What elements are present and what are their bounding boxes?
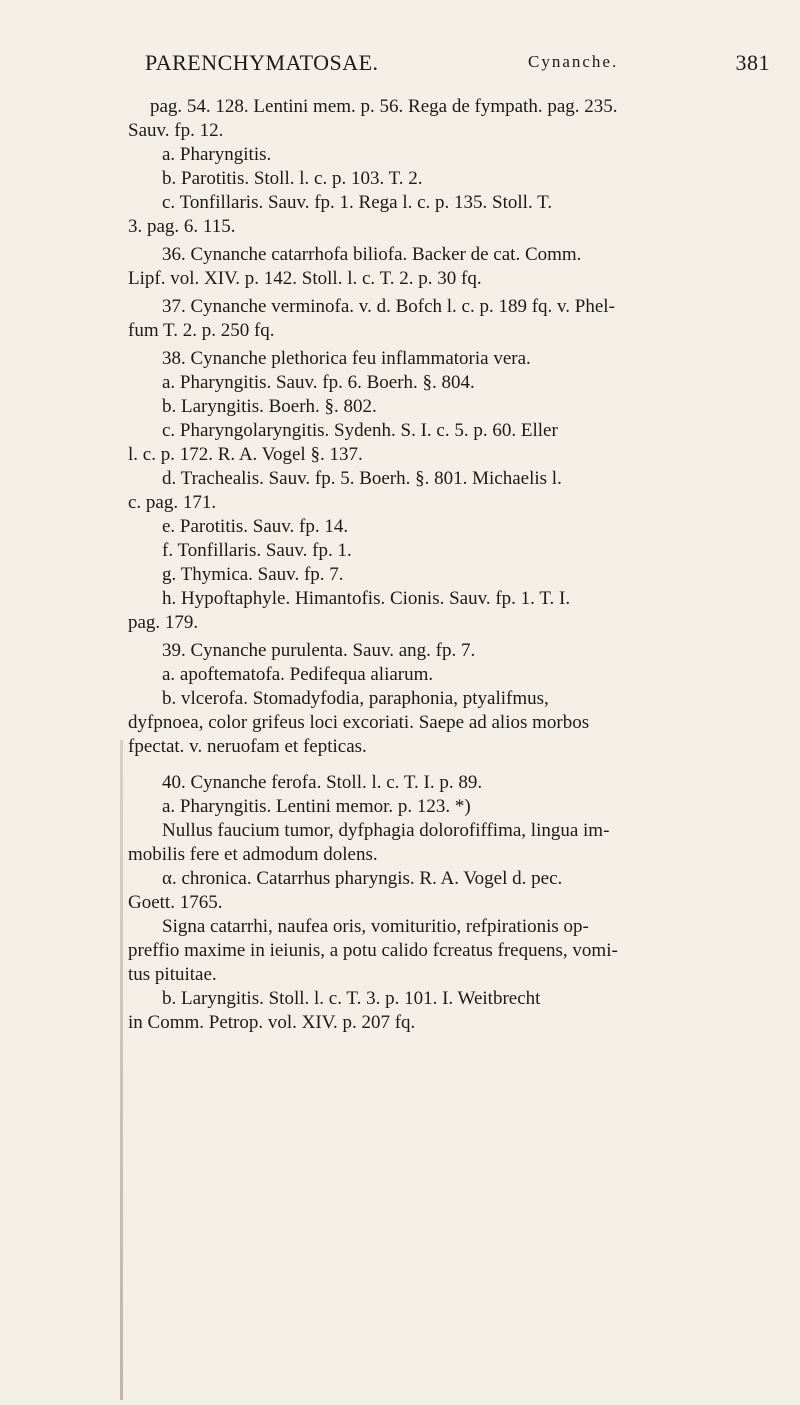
text-line: 37. Cynanche verminofa. v. d. Bofch l. c. p. 189 fq. v. Phel- — [162, 296, 615, 317]
running-head-section: Cynanche. — [528, 52, 619, 71]
text-line: d. Trachealis. Sauv. fp. 5. Boerh. §. 801. Michaelis l. — [162, 468, 562, 489]
text-line: Nullus faucium tumor, dyfphagia dolorofiffima, lingua im- — [162, 820, 610, 841]
scan-margin-shadow — [120, 740, 123, 1400]
text-line: 40. Cynanche ferofa. Stoll. l. c. T. I. p. 89. — [162, 772, 483, 793]
text-line: c. Tonfillaris. Sauv. fp. 1. Rega l. c. p. 135. Stoll. T. — [162, 192, 553, 213]
running-head — [145, 50, 770, 80]
text-line: Signa catarrhi, naufea oris, vomituritio, refpirationis op- — [162, 916, 589, 937]
text-line: 39. Cynanche purulenta. Sauv. ang. fp. 7. — [162, 640, 476, 661]
text-line: a. apoftematofa. Pedifequa aliarum. — [162, 664, 434, 685]
text-line: pag. 179. — [128, 612, 199, 633]
text-line: 3. pag. 6. 115. — [128, 216, 236, 237]
body-text — [128, 95, 788, 1035]
text-line: tus pituitae. — [128, 964, 217, 985]
text-line: mobilis fere et admodum dolens. — [128, 844, 378, 865]
text-line: h. Hypoftaphyle. Himantofis. Cionis. Sauv. fp. 1. T. I. — [162, 588, 571, 609]
text-line: fpectat. v. neruofam et fepticas. — [128, 736, 367, 757]
text-line: b. Laryngitis. Boerh. §. 802. — [162, 396, 377, 417]
text-line: a. Pharyngitis. Lentini memor. p. 123. *) — [162, 796, 471, 817]
text-line: e. Parotitis. Sauv. fp. 14. — [162, 516, 349, 537]
page-number: 381 — [735, 50, 770, 75]
text-line: fum T. 2. p. 250 fq. — [128, 320, 275, 341]
text-line: Lipf. vol. XIV. p. 142. Stoll. l. c. T. 2. p. 30 fq. — [128, 268, 482, 289]
text-line: l. c. p. 172. R. A. Vogel §. 137. — [128, 444, 363, 465]
running-head-title: PARENCHYMATOSAE. — [145, 50, 379, 75]
text-line: pag. 54. 128. Lentini mem. p. 56. Rega de fympath. pag. 235. — [150, 96, 618, 117]
text-line: c. Pharyngolaryngitis. Sydenh. S. I. c. 5. p. 60. Eller — [162, 420, 558, 441]
text-line: Goett. 1765. — [128, 892, 223, 913]
text-line: b. Parotitis. Stoll. l. c. p. 103. T. 2. — [162, 168, 423, 189]
text-line: g. Thymica. Sauv. fp. 7. — [162, 564, 344, 585]
text-line: a. Pharyngitis. — [162, 144, 272, 165]
text-line: dyfpnoea, color grifeus loci excoriati. Saepe ad alios morbos — [128, 712, 590, 733]
text-line: Sauv. fp. 12. — [128, 120, 224, 141]
text-line: 38. Cynanche plethorica feu inflammatoria vera. — [162, 348, 531, 369]
text-line: f. Tonfillaris. Sauv. fp. 1. — [162, 540, 352, 561]
text-line: preffio maxime in ieiunis, a potu calido fcreatus frequens, vomi- — [128, 940, 618, 961]
text-line: a. Pharyngitis. Sauv. fp. 6. Boerh. §. 804. — [162, 372, 475, 393]
text-line: b. vlcerofa. Stomadyfodia, paraphonia, ptyalifmus, — [162, 688, 549, 709]
text-line: c. pag. 171. — [128, 492, 217, 513]
text-line: α. chronica. Catarrhus pharyngis. R. A. Vogel d. pec. — [162, 868, 563, 889]
text-line: 36. Cynanche catarrhofa biliofa. Backer de cat. Comm. — [162, 244, 582, 265]
text-line: b. Laryngitis. Stoll. l. c. T. 3. p. 101. I. Weitbrecht — [162, 988, 541, 1009]
text-line: in Comm. Petrop. vol. XIV. p. 207 fq. — [128, 1012, 416, 1033]
